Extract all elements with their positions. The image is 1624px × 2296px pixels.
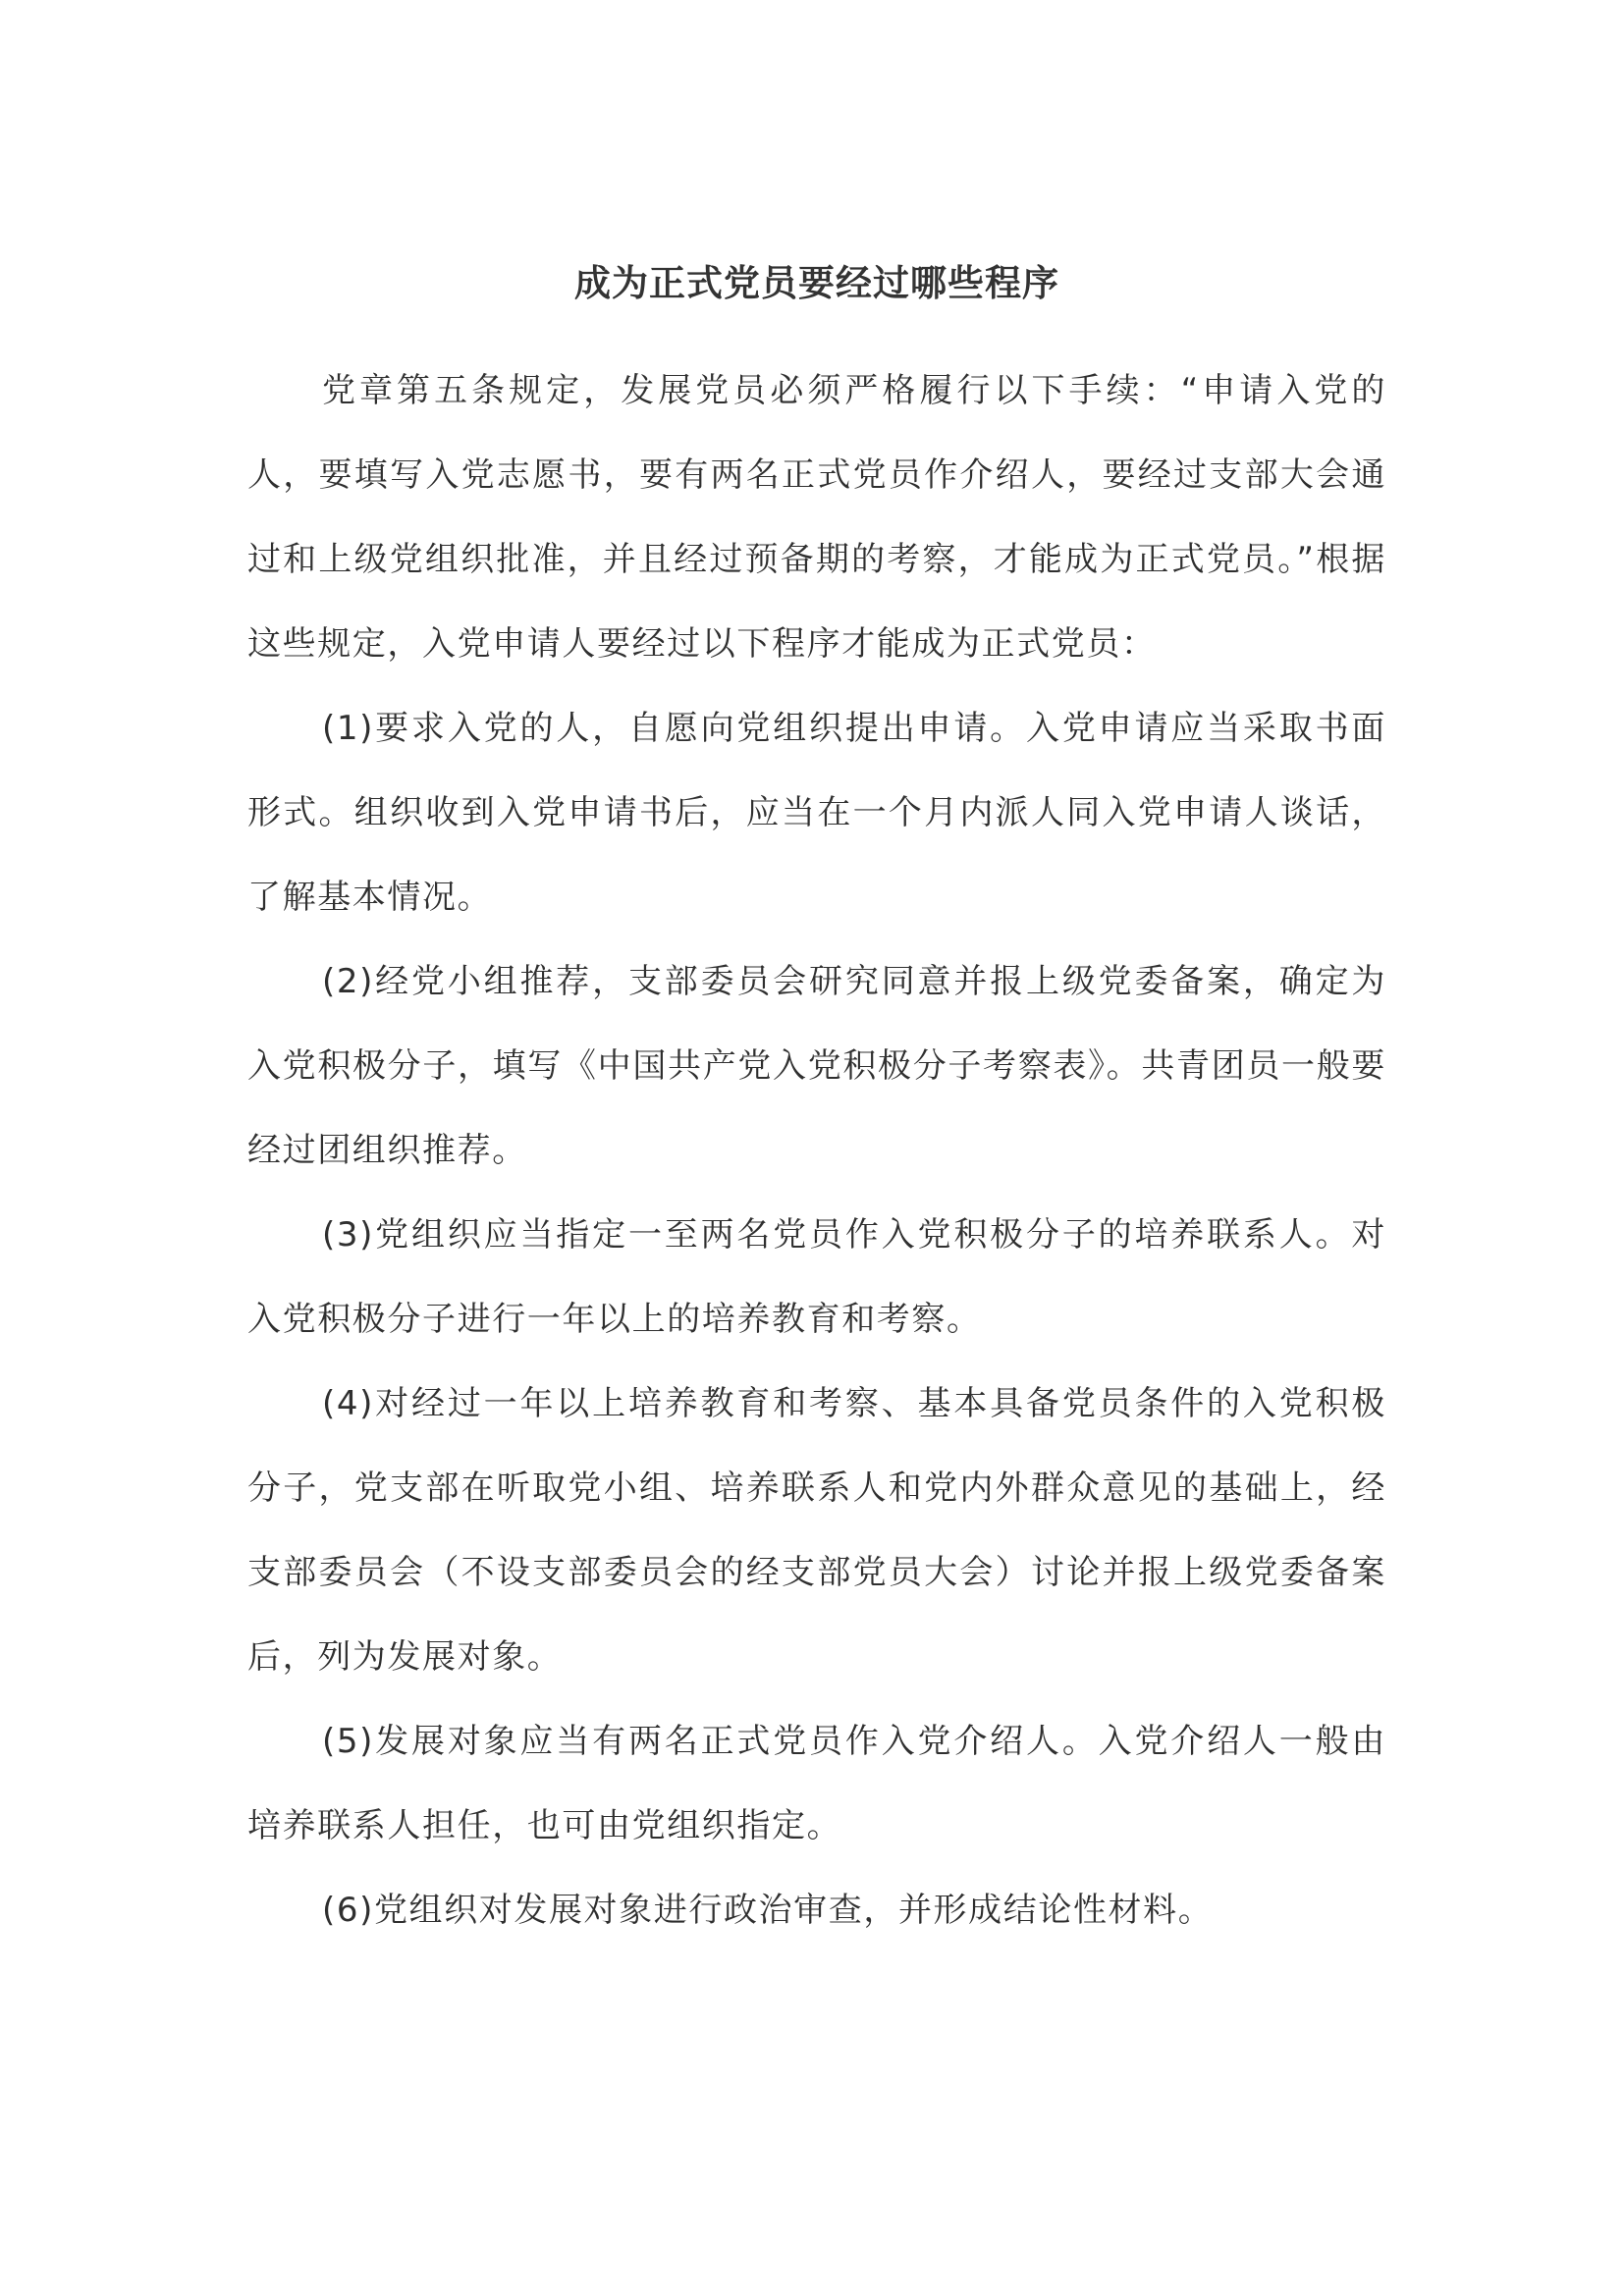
paragraph-step-4: (4)对经过一年以上培养教育和考察、基本具备党员条件的入党积极分子，党支部在听取党小组、培养联系人和党内外群众意见的基础上，经支部委员会（不设支部委员会的经支部党员大会）讨论并报上级党委备案后，列为发展对象。 [247,1384,1386,1677]
paragraph-step-6: (6)党组织对发展对象进行政治审查，并形成结论性材料。 [322,1891,1214,1930]
document-title: 成为正式党员要经过哪些程序 [574,261,1059,304]
paragraph-step-3: (3)党组织应当指定一至两名党员作入党积极分子的培养联系人。对入党积极分子进行一年以上的培养教育和考察。 [247,1215,1386,1339]
paragraph-step-5: (5)发展对象应当有两名正式党员作入党介绍人。入党介绍人一般由培养联系人担任，也可由党组织指定。 [247,1722,1386,1845]
paragraph-intro: 党章第五条规定，发展党员必须严格履行以下手续：“申请入党的人，要填写入党志愿书，要有两名正式党员作介绍人，要经过支部大会通过和上级党组织批准，并且经过预备期的考察，才能成为正式党员。”根据这些规定，入党申请人要经过以下程序才能成为正式党员： [247,371,1386,664]
document-body [247,348,1386,1952]
paragraph-step-1: (1)要求入党的人，自愿向党组织提出申请。入党申请应当采取书面形式。组织收到入党申请书后，应当在一个月内派人同入党申请人谈话，了解基本情况。 [247,709,1386,917]
paragraph-step-2: (2)经党小组推荐，支部委员会研究同意并报上级党委备案，确定为入党积极分子，填写《中国共产党入党积极分子考察表》。共青团员一般要经过团组织推荐。 [247,962,1386,1170]
